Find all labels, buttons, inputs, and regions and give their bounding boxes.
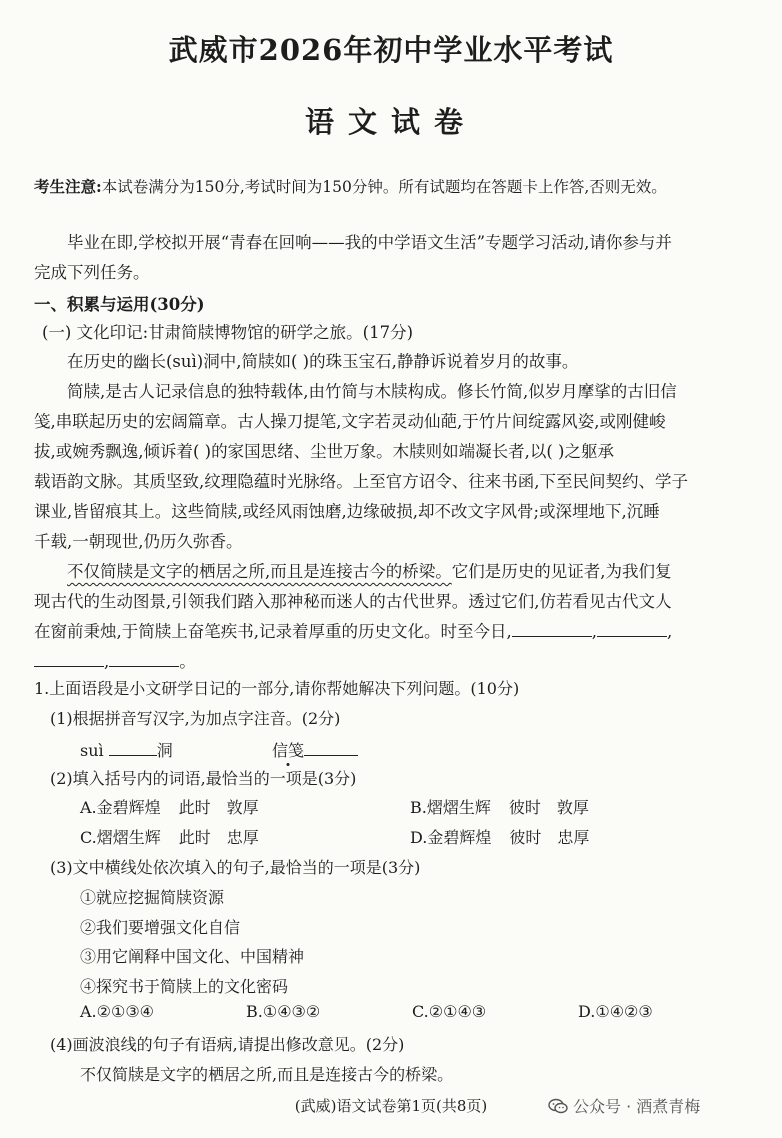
sub-question-4-sentence: 不仅简牍是文字的栖居之所,而且是连接古今的桥梁。 <box>80 1065 454 1084</box>
option-word: 此时 <box>178 798 211 817</box>
order-option-b[interactable]: B.①④③② <box>246 1002 321 1021</box>
sentence-item: ③用它阐释中国文化、中国精神 <box>80 947 305 966</box>
exam-subtitle: 语文试卷 <box>304 105 477 139</box>
order-option-c[interactable]: C.②①④③ <box>412 1002 487 1021</box>
exam-notice <box>34 175 667 197</box>
passage-line: 现古代的生动图景,引领我们踏入那神秘而迷人的古代世界。透过它们,仿若看见古代文人 <box>34 592 672 611</box>
passage-line: 千载,一朝现世,仍历久弥香。 <box>34 532 243 551</box>
passage-line <box>34 557 750 587</box>
answer-blank[interactable] <box>304 737 358 756</box>
order-option-a[interactable]: A.②①③④ <box>80 1002 155 1021</box>
option-label: A.金碧辉煌 <box>80 798 161 817</box>
option-word: 此时 <box>178 828 211 847</box>
sub-question-4: (4)画波浪线的句子有语病,请提出修改意见。(2分) <box>50 1035 405 1054</box>
option-word: 忠厚 <box>557 828 590 847</box>
option-d[interactable] <box>410 825 589 848</box>
pinyin-item-a <box>80 737 173 761</box>
passage-line: , 。 <box>34 647 750 677</box>
order-option-d[interactable]: D.①④②③ <box>578 1002 653 1021</box>
char-text: 洞 <box>156 741 173 760</box>
pinyin-text: suì <box>80 741 104 760</box>
passage-line: 课业,皆留痕其上。这些简牍,或经风雨蚀磨,边缘破损,却不改文字风骨;或深埋地下,沉睡 <box>34 502 660 521</box>
option-b[interactable] <box>410 795 589 818</box>
passage-text: 在窗前秉烛,于简牍上奋笔疾书,记录着厚重的历史文化。时至今日, <box>34 622 512 641</box>
exam-title: 武威市2026年初中学业水平考试 <box>168 33 614 67</box>
wechat-icon <box>548 1098 568 1114</box>
intro-line-1: 毕业在即,学校拟开展“青春在回响——我的中学语文生活”专题学习活动,请你参与并 <box>67 233 672 252</box>
option-word: 彼时 <box>509 828 542 847</box>
answer-blank[interactable] <box>109 737 157 756</box>
option-word: 彼时 <box>508 798 541 817</box>
notice-label: 考生注意: <box>34 177 102 196</box>
option-label: D.金碧辉煌 <box>410 828 492 847</box>
sub-question-3: (3)文中横线处依次填入的句子,最恰当的一项是(3分) <box>50 858 421 877</box>
option-label: B.熠熠生辉 <box>410 798 491 817</box>
question-stem: 1.上面语段是小文研学日记的一部分,请你帮她解决下列问题。(10分) <box>34 679 520 698</box>
option-a[interactable] <box>80 795 259 818</box>
passage-line: 拔,或婉秀飘逸,倾诉着( )的家国思绪、尘世万象。木牍则如端凝长者,以( )之躯承 <box>34 442 614 461</box>
option-word: 敦厚 <box>556 798 589 817</box>
passage-line: 在窗前秉烛,于简牍上奋笔疾书,记录着厚重的历史文化。时至今日, , , <box>34 617 750 647</box>
option-c[interactable] <box>80 825 259 848</box>
intro-paragraph <box>34 228 750 288</box>
passage-end: 。 <box>179 652 196 671</box>
sub-question-2: (2)填入括号内的词语,最恰当的一项是(3分) <box>50 769 357 788</box>
watermark <box>548 1094 700 1117</box>
answer-blank[interactable] <box>512 618 592 637</box>
answer-blank[interactable] <box>109 648 179 667</box>
notice-text: 本试卷满分为150分,考试时间为150分钟。所有试题均在答题卡上作答,否则无效。 <box>101 178 667 196</box>
page-footer: (武威)语文试卷第1页(共8页) <box>294 1097 488 1115</box>
passage-line: 载语韵文脉。其质坚致,纹理隐蕴时光脉络。上至官方诏令、往来书函,下至民间契约、学子 <box>34 472 688 491</box>
passage-text: 它们是历史的见证者,为我们复 <box>451 562 672 581</box>
dotted-word: 信笺 <box>272 741 305 760</box>
answer-blank[interactable] <box>34 648 104 667</box>
intro-line-2: 完成下列任务。 <box>34 263 150 282</box>
option-word: 敦厚 <box>226 798 259 817</box>
passage <box>34 347 750 677</box>
option-label: C.熠熠生辉 <box>80 828 161 847</box>
passage-line: 笺,串联起历史的宏阔篇章。古人操刀提笔,文字若灵动仙葩,于竹片间绽露风姿,或刚健峻 <box>34 412 666 431</box>
pinyin-item-b <box>272 737 358 761</box>
wavy-sentence: 不仅简牍是文字的栖居之所,而且是连接古今的桥梁。 <box>67 562 452 581</box>
section-heading: 一、积累与运用(30分) <box>34 295 205 314</box>
answer-blank[interactable] <box>597 618 667 637</box>
passage-line: 简牍,是古人记录信息的独特载体,由竹简与木牍构成。修长竹简,似岁月摩挲的古旧信 <box>67 382 677 401</box>
sentence-item: ①就应挖掘简牍资源 <box>80 888 225 907</box>
sentence-item: ②我们要增强文化自信 <box>80 918 241 937</box>
watermark-text: 公众号 · 酒煮青梅 <box>573 1097 701 1116</box>
passage-line: 在历史的幽长(suì)洞中,简牍如( )的珠玉宝石,静静诉说着岁月的故事。 <box>67 352 579 371</box>
option-word: 忠厚 <box>226 828 259 847</box>
sub-section-heading: (一) 文化印记:甘肃简牍博物馆的研学之旅。(17分) <box>42 323 414 342</box>
sub-question-1: (1)根据拼音写汉字,为加点字注音。(2分) <box>50 709 341 728</box>
sentence-item: ④探究书于简牍上的文化密码 <box>80 977 289 996</box>
